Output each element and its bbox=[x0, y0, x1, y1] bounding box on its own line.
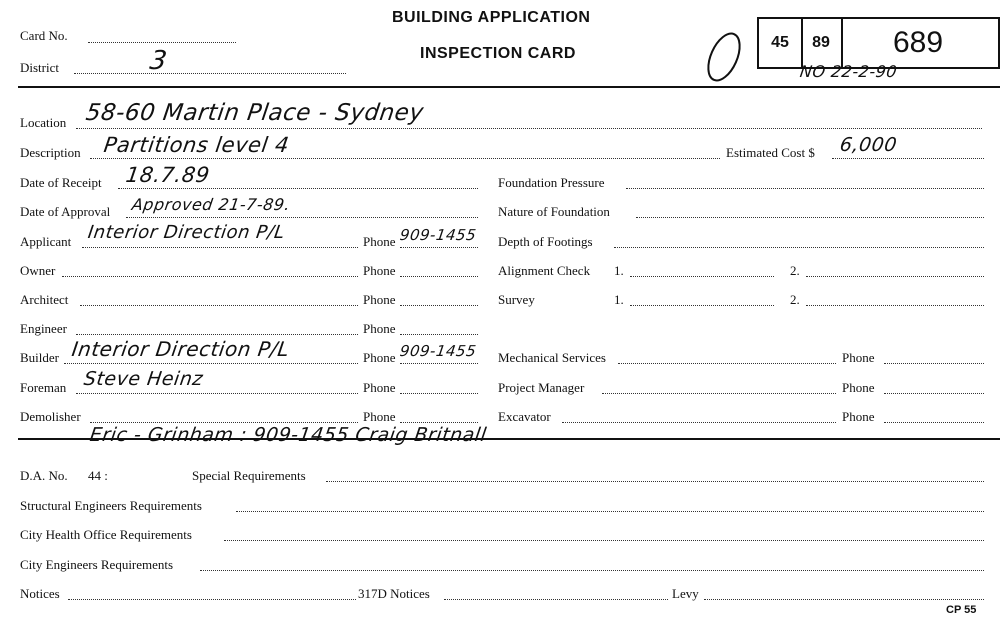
handwritten-note: Eric - Grinham : 909-1455 Craig Britnall bbox=[88, 424, 488, 446]
applicant-phone-value: 909-1455 bbox=[398, 226, 478, 244]
box-c: 689 bbox=[892, 26, 944, 59]
alignment-check-label: Alignment Check bbox=[498, 263, 591, 278]
special-requirements-field[interactable] bbox=[326, 481, 984, 482]
mechanical-services-field[interactable] bbox=[618, 363, 836, 364]
date-of-approval-label: Date of Approval bbox=[20, 204, 111, 219]
foreman-value: Steve Heinz bbox=[82, 368, 205, 390]
date-of-receipt-value: 18.7.89 bbox=[124, 163, 212, 187]
description-value: Partitions level 4 bbox=[102, 133, 291, 157]
levy-field[interactable] bbox=[704, 599, 984, 600]
excavator-phone-field[interactable] bbox=[884, 422, 984, 423]
depth-of-footings-label: Depth of Footings bbox=[498, 234, 593, 249]
demolisher-field[interactable] bbox=[90, 422, 358, 423]
engineer-field[interactable] bbox=[76, 334, 358, 335]
builder-value: Interior Direction P/L bbox=[70, 337, 292, 361]
card-no-label: Card No. bbox=[20, 28, 68, 43]
special-requirements-label: Special Requirements bbox=[192, 468, 306, 483]
mechanical-phone-label: Phone bbox=[842, 350, 875, 365]
alignment-num-1: 1. bbox=[614, 263, 624, 278]
mechanical-services-label: Mechanical Services bbox=[498, 350, 606, 365]
date-of-approval-value: Approved 21-7-89. bbox=[130, 195, 292, 214]
survey-label: Survey bbox=[498, 292, 535, 307]
alignment-num-2: 2. bbox=[790, 263, 800, 278]
notices-field[interactable] bbox=[68, 599, 356, 600]
builder-phone-label: Phone bbox=[363, 350, 396, 365]
owner-phone-field[interactable] bbox=[400, 276, 478, 277]
nature-of-foundation-label: Nature of Foundation bbox=[498, 204, 610, 219]
architect-phone-field[interactable] bbox=[400, 305, 478, 306]
alignment-check-field-1[interactable] bbox=[630, 276, 774, 277]
health-requirements-field[interactable] bbox=[224, 540, 984, 541]
architect-phone-label: Phone bbox=[363, 292, 396, 307]
date-of-receipt-label: Date of Receipt bbox=[20, 175, 102, 190]
notices-317d-field[interactable] bbox=[444, 599, 668, 600]
location-field[interactable] bbox=[76, 128, 982, 129]
structural-requirements-label: Structural Engineers Requirements bbox=[20, 498, 202, 513]
mechanical-phone-field[interactable] bbox=[884, 363, 984, 364]
title-line-2: INSPECTION CARD bbox=[420, 45, 576, 62]
engineer-label: Engineer bbox=[20, 321, 67, 336]
date-of-receipt-field[interactable] bbox=[118, 188, 478, 189]
health-requirements-label: City Health Office Requirements bbox=[20, 527, 192, 542]
builder-field[interactable] bbox=[64, 363, 358, 364]
project-manager-label: Project Manager bbox=[498, 380, 585, 395]
estimated-cost-field[interactable] bbox=[832, 158, 984, 159]
foreman-label: Foreman bbox=[20, 380, 67, 395]
alignment-check-field-2[interactable] bbox=[806, 276, 984, 277]
date-of-approval-field[interactable] bbox=[126, 217, 478, 218]
structural-requirements-field[interactable] bbox=[236, 511, 984, 512]
estimated-cost-label: Estimated Cost $ bbox=[726, 145, 815, 160]
survey-num-1: 1. bbox=[614, 292, 624, 307]
district-value: 3 bbox=[147, 46, 170, 76]
foreman-phone-field[interactable] bbox=[400, 393, 478, 394]
builder-phone-value: 909-1455 bbox=[398, 342, 478, 360]
builder-label: Builder bbox=[20, 350, 59, 365]
district-label: District bbox=[20, 60, 59, 75]
applicant-field[interactable] bbox=[82, 247, 358, 248]
notices-label: Notices bbox=[20, 586, 60, 601]
location-value: 58-60 Martin Place - Sydney bbox=[84, 100, 426, 126]
description-label: Description bbox=[20, 145, 81, 160]
foreman-phone-label: Phone bbox=[363, 380, 396, 395]
owner-phone-label: Phone bbox=[363, 263, 396, 278]
owner-field[interactable] bbox=[62, 276, 358, 277]
header-divider bbox=[18, 86, 1000, 88]
engineer-phone-label: Phone bbox=[363, 321, 396, 336]
builder-phone-field[interactable] bbox=[400, 363, 478, 364]
architect-field[interactable] bbox=[80, 305, 358, 306]
survey-num-2: 2. bbox=[790, 292, 800, 307]
excavator-phone-label: Phone bbox=[842, 409, 875, 424]
demolisher-phone-field[interactable] bbox=[400, 422, 478, 423]
project-manager-phone-field[interactable] bbox=[884, 393, 984, 394]
survey-field-1[interactable] bbox=[630, 305, 774, 306]
demolisher-label: Demolisher bbox=[20, 409, 81, 424]
demolisher-phone-label: Phone bbox=[363, 409, 396, 424]
excavator-field[interactable] bbox=[562, 422, 836, 423]
district-field[interactable] bbox=[74, 73, 346, 74]
applicant-label: Applicant bbox=[20, 234, 72, 249]
nature-of-foundation-field[interactable] bbox=[636, 217, 984, 218]
survey-field-2[interactable] bbox=[806, 305, 984, 306]
foundation-pressure-field[interactable] bbox=[626, 188, 984, 189]
da-no-label: D.A. No. bbox=[20, 468, 68, 483]
city-engineers-requirements-field[interactable] bbox=[200, 570, 984, 571]
description-field[interactable] bbox=[90, 158, 720, 159]
notices-317d-label: 317D Notices bbox=[358, 586, 430, 601]
engineer-phone-field[interactable] bbox=[400, 334, 478, 335]
box-b: 89 bbox=[801, 19, 843, 67]
project-manager-phone-label: Phone bbox=[842, 380, 875, 395]
depth-of-footings-field[interactable] bbox=[614, 247, 984, 248]
excavator-label: Excavator bbox=[498, 409, 551, 424]
levy-label: Levy bbox=[672, 586, 699, 601]
box-note: NO 22-2-90 bbox=[798, 62, 899, 81]
box-a: 45 bbox=[759, 19, 803, 67]
circle-mark-icon bbox=[700, 28, 750, 86]
da-no-value: 44 : bbox=[88, 468, 108, 483]
applicant-phone-label: Phone bbox=[363, 234, 396, 249]
location-label: Location bbox=[20, 115, 67, 130]
form-code: CP 55 bbox=[946, 604, 977, 616]
title-line-1: BUILDING APPLICATION bbox=[392, 9, 591, 26]
applicant-phone-field[interactable] bbox=[400, 247, 478, 248]
foreman-field[interactable] bbox=[76, 393, 358, 394]
estimated-cost-value: 6,000 bbox=[838, 134, 899, 156]
card-no-field[interactable] bbox=[88, 42, 236, 43]
foundation-pressure-label: Foundation Pressure bbox=[498, 175, 605, 190]
city-engineers-requirements-label: City Engineers Requirements bbox=[20, 557, 174, 572]
architect-label: Architect bbox=[20, 292, 69, 307]
applicant-value: Interior Direction P/L bbox=[86, 222, 287, 243]
owner-label: Owner bbox=[20, 263, 56, 278]
project-manager-field[interactable] bbox=[602, 393, 836, 394]
